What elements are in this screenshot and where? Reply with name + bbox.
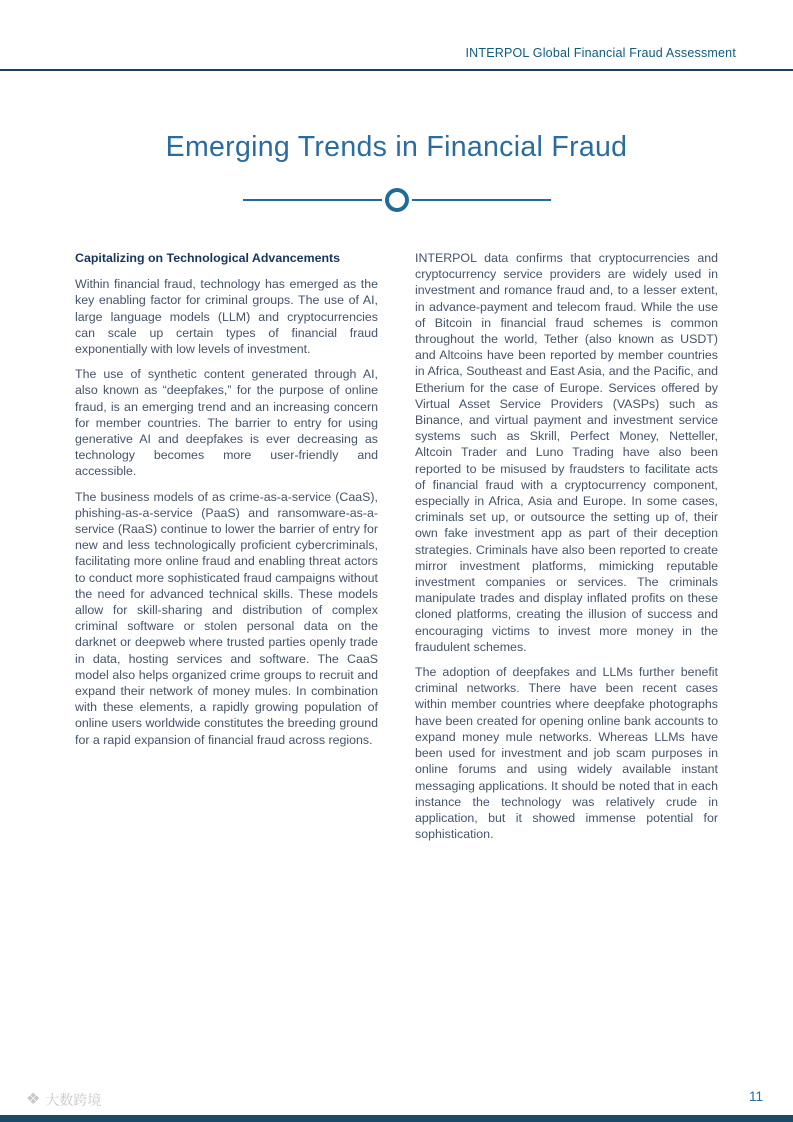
bottom-bar (0, 1115, 793, 1122)
page-number: 11 (748, 1089, 763, 1104)
watermark-text: 大数跨境 (45, 1092, 102, 1108)
body-columns (0, 250, 793, 851)
paragraph: The business models of as crime-as-a-service (CaaS), phishing-as-a-service (PaaS) and ransomware-as-a-service (RaaS) continue to lower the barrier of entry for new and less technologically proficient cybercriminals, facilitating more online fraud and enabling threat actors to conduct more sophisticated fraud campaigns without the need for advanced technical skills. These models allow for skill-sharing and distribution of complex criminal software or stolen personal data on the darknet or deepweb where trusted parties openly trade in data, hosting services and software. The CaaS model also helps organized crime groups to recruit and expand their network of money mules. In combination with these elements, a rapidly growing population of online users worldwide constitutes the breeding ground for a rapid expansion of financial fraud across regions. (75, 489, 378, 747)
header-title: INTERPOL Global Financial Fraud Assessment (465, 46, 736, 60)
divider-circle-icon (385, 188, 409, 212)
header-rule (0, 69, 793, 71)
left-column (75, 250, 378, 851)
divider-line-left (243, 199, 382, 201)
right-column (415, 250, 718, 851)
watermark (26, 1090, 101, 1110)
paragraph: Within financial fraud, technology has emerged as the key enabling factor for criminal groups. The use of AI, large language models (LLM) and cryptocurrencies can scale up certain types of financial fraud exponentially with low levels of investment. (75, 277, 378, 357)
page-header (0, 0, 793, 71)
divider-line-right (412, 199, 551, 201)
paragraph: The use of synthetic content generated through AI, also known as “deepfakes,” for the purpose of online fraud, is an emerging trend and an increasing concern for member countries. The barrier to entry for using generative AI and deepfakes is ever decreasing as technology becomes more user-friendly and accessible. (75, 367, 378, 479)
page-title: Emerging Trends in Financial Fraud (165, 131, 628, 163)
title-divider (243, 188, 551, 212)
paragraph: INTERPOL data confirms that cryptocurrencies and cryptocurrency service providers are widely used in investment and romance fraud and, to a lesser extent, in advance-payment and telecom fraud. While the use of Bitcoin in financial fraud schemes is common throughout the world, Tether (also known as USDT) and Altcoins have been reported by member countries in Africa, Southeast and East Asia, and the Pacific, and Etherium for the case of Europe. Services offered by Virtual Asset Service Providers (VASPs) such as Binance, and virtual payment and investment service systems such as Skrill, Perfect Money, Netteller, Altcoin Trader and Luno Trading have also been reported to be misused by fraudsters to facilitate acts of financial fraud with a cryptocurrency component, especially in Africa, Asia and Europe. In some cases, criminals set up, or outsource the setting up of, their own fake investment app as part of their deception strategies. Criminals have also been reported to create mirror investment platforms, mimicking reputable investment companies or services. The criminals manipulate trades and display inflated profits on these cloned platforms, creating the illusion of success and encouraging victims to invest more money in the fraudulent schemes. (415, 251, 718, 654)
section-heading: Capitalizing on Technological Advancements (75, 251, 341, 265)
brand-logo-icon: ❖ (26, 1091, 41, 1108)
paragraph: The adoption of deepfakes and LLMs further benefit criminal networks. There have been recent cases within member countries where deepfake photographs have been created for opening online bank accounts to expand money mule networks. Whereas LLMs have been used for investment and job scam purposes in online forums and using widely available instant messaging applications. It should be noted that in each instance the technology was relatively crude in application, but it showed immense potential for sophistication. (415, 665, 718, 842)
